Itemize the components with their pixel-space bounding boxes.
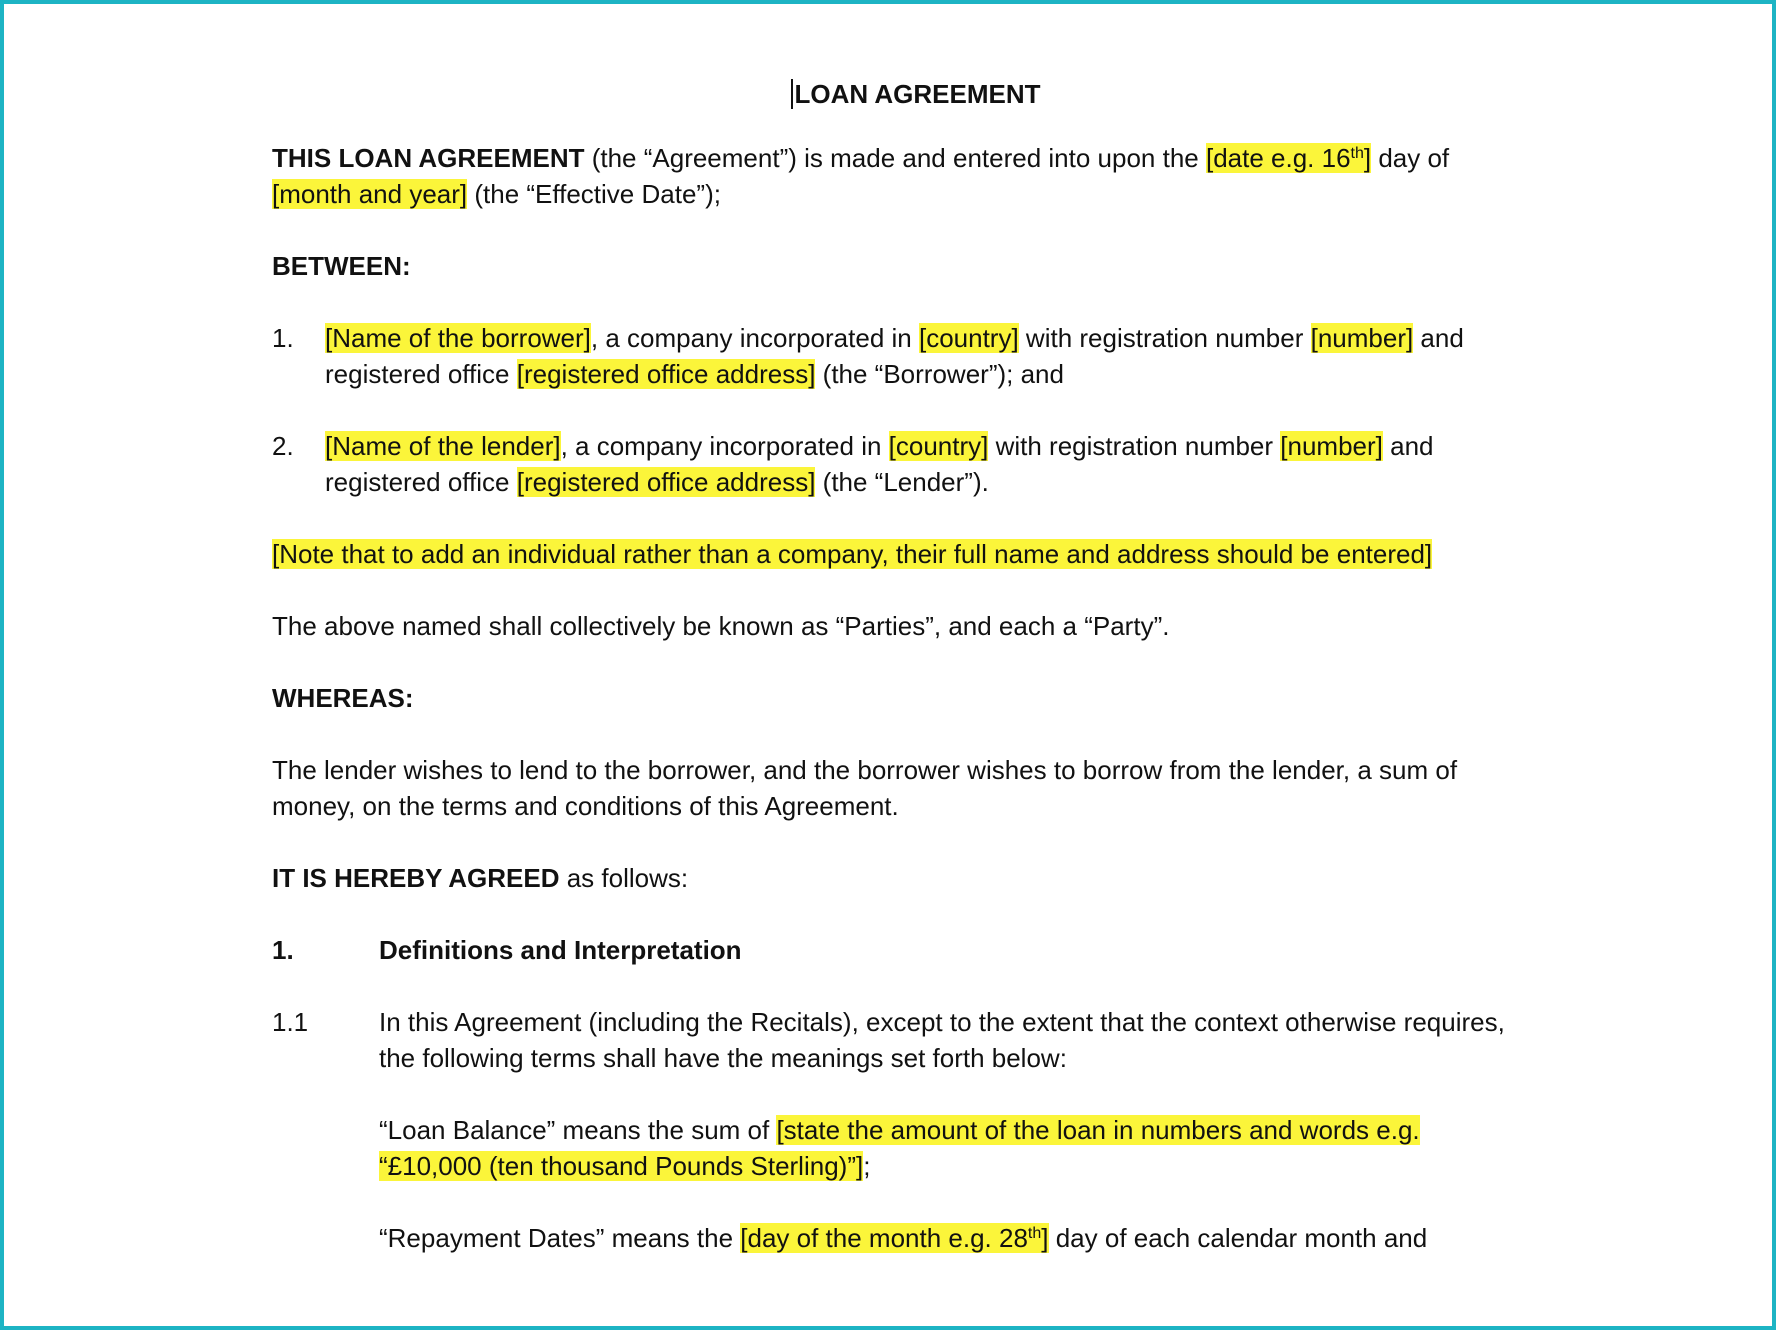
intro-bold-lead: THIS LOAN AGREEMENT: [272, 143, 585, 173]
party-borrower: [272, 320, 1522, 392]
party-text: [Name of the lender], a company incorporated in [country] with registration number [number] and registered office [registered office address] (the “Lender”).: [325, 431, 1434, 497]
number-placeholder: [number]: [1280, 431, 1383, 461]
month-year-placeholder: [month and year]: [272, 179, 468, 209]
collective-paragraph: The above named shall collectively be known as “Parties”, and each a “Party”.: [272, 611, 1170, 641]
party-number: 1.: [272, 323, 294, 353]
document-title: LOAN AGREEMENT: [272, 76, 1522, 112]
whereas-heading: WHEREAS:: [272, 683, 414, 713]
country-placeholder: [country]: [888, 431, 989, 461]
address-placeholder: [registered office address]: [516, 467, 816, 497]
definition-loan-balance: “Loan Balance” means the sum of [state the amount of the loan in numbers and words e.g. “£10,000 (ten thousand Pounds Sterling)”];: [379, 1115, 1420, 1181]
section-1-heading: 1. Definitions and Interpretation: [272, 935, 742, 965]
intro-paragraph: THIS LOAN AGREEMENT (the “Agreement”) is made and entered into upon the [date e.g. 16th] day of [month and year] (the “Effective Date”);: [272, 143, 1450, 209]
party-lender: [272, 428, 1522, 500]
loan-amount-placeholder: [state the amount of the loan in numbers and words e.g. “£10,000 (ten thousand Pounds Sterling)”]: [379, 1115, 1420, 1181]
party-number: 2.: [272, 431, 294, 461]
definition-repayment-dates: “Repayment Dates” means the [day of the month e.g. 28th] day of each calendar month and: [379, 1223, 1428, 1253]
clause-1-1: [272, 1004, 1522, 1076]
individual-note: [Note that to add an individual rather than a company, their full name and address should be entered]: [272, 539, 1433, 569]
document-page[interactable]: [272, 76, 1522, 1292]
between-heading: BETWEEN:: [272, 251, 411, 281]
number-placeholder: [number]: [1310, 323, 1414, 353]
party-text: [Name of the borrower], a company incorporated in [country] with registration number [number] and registered office [registered office address] (the “Borrower”); and: [325, 323, 1464, 389]
repayment-day-placeholder: [day of the month e.g. 28th]: [740, 1223, 1049, 1253]
whereas-paragraph: The lender wishes to lend to the borrower, and the borrower wishes to borrow from the lender, a sum of money, on the terms and conditions of this Agreement.: [272, 755, 1458, 821]
lender-name-placeholder: [Name of the lender]: [325, 431, 561, 461]
agreed-paragraph: IT IS HEREBY AGREED as follows:: [272, 863, 689, 893]
clause-text: In this Agreement (including the Recitals), except to the extent that the context otherwise requires, the following terms shall have the meanings set forth below:: [379, 1007, 1505, 1073]
borrower-name-placeholder: [Name of the borrower]: [325, 323, 591, 353]
clause-number: 1.1: [272, 1007, 309, 1037]
date-placeholder: [date e.g. 16th]: [1205, 143, 1372, 173]
country-placeholder: [country]: [918, 323, 1019, 353]
address-placeholder: [registered office address]: [516, 359, 816, 389]
